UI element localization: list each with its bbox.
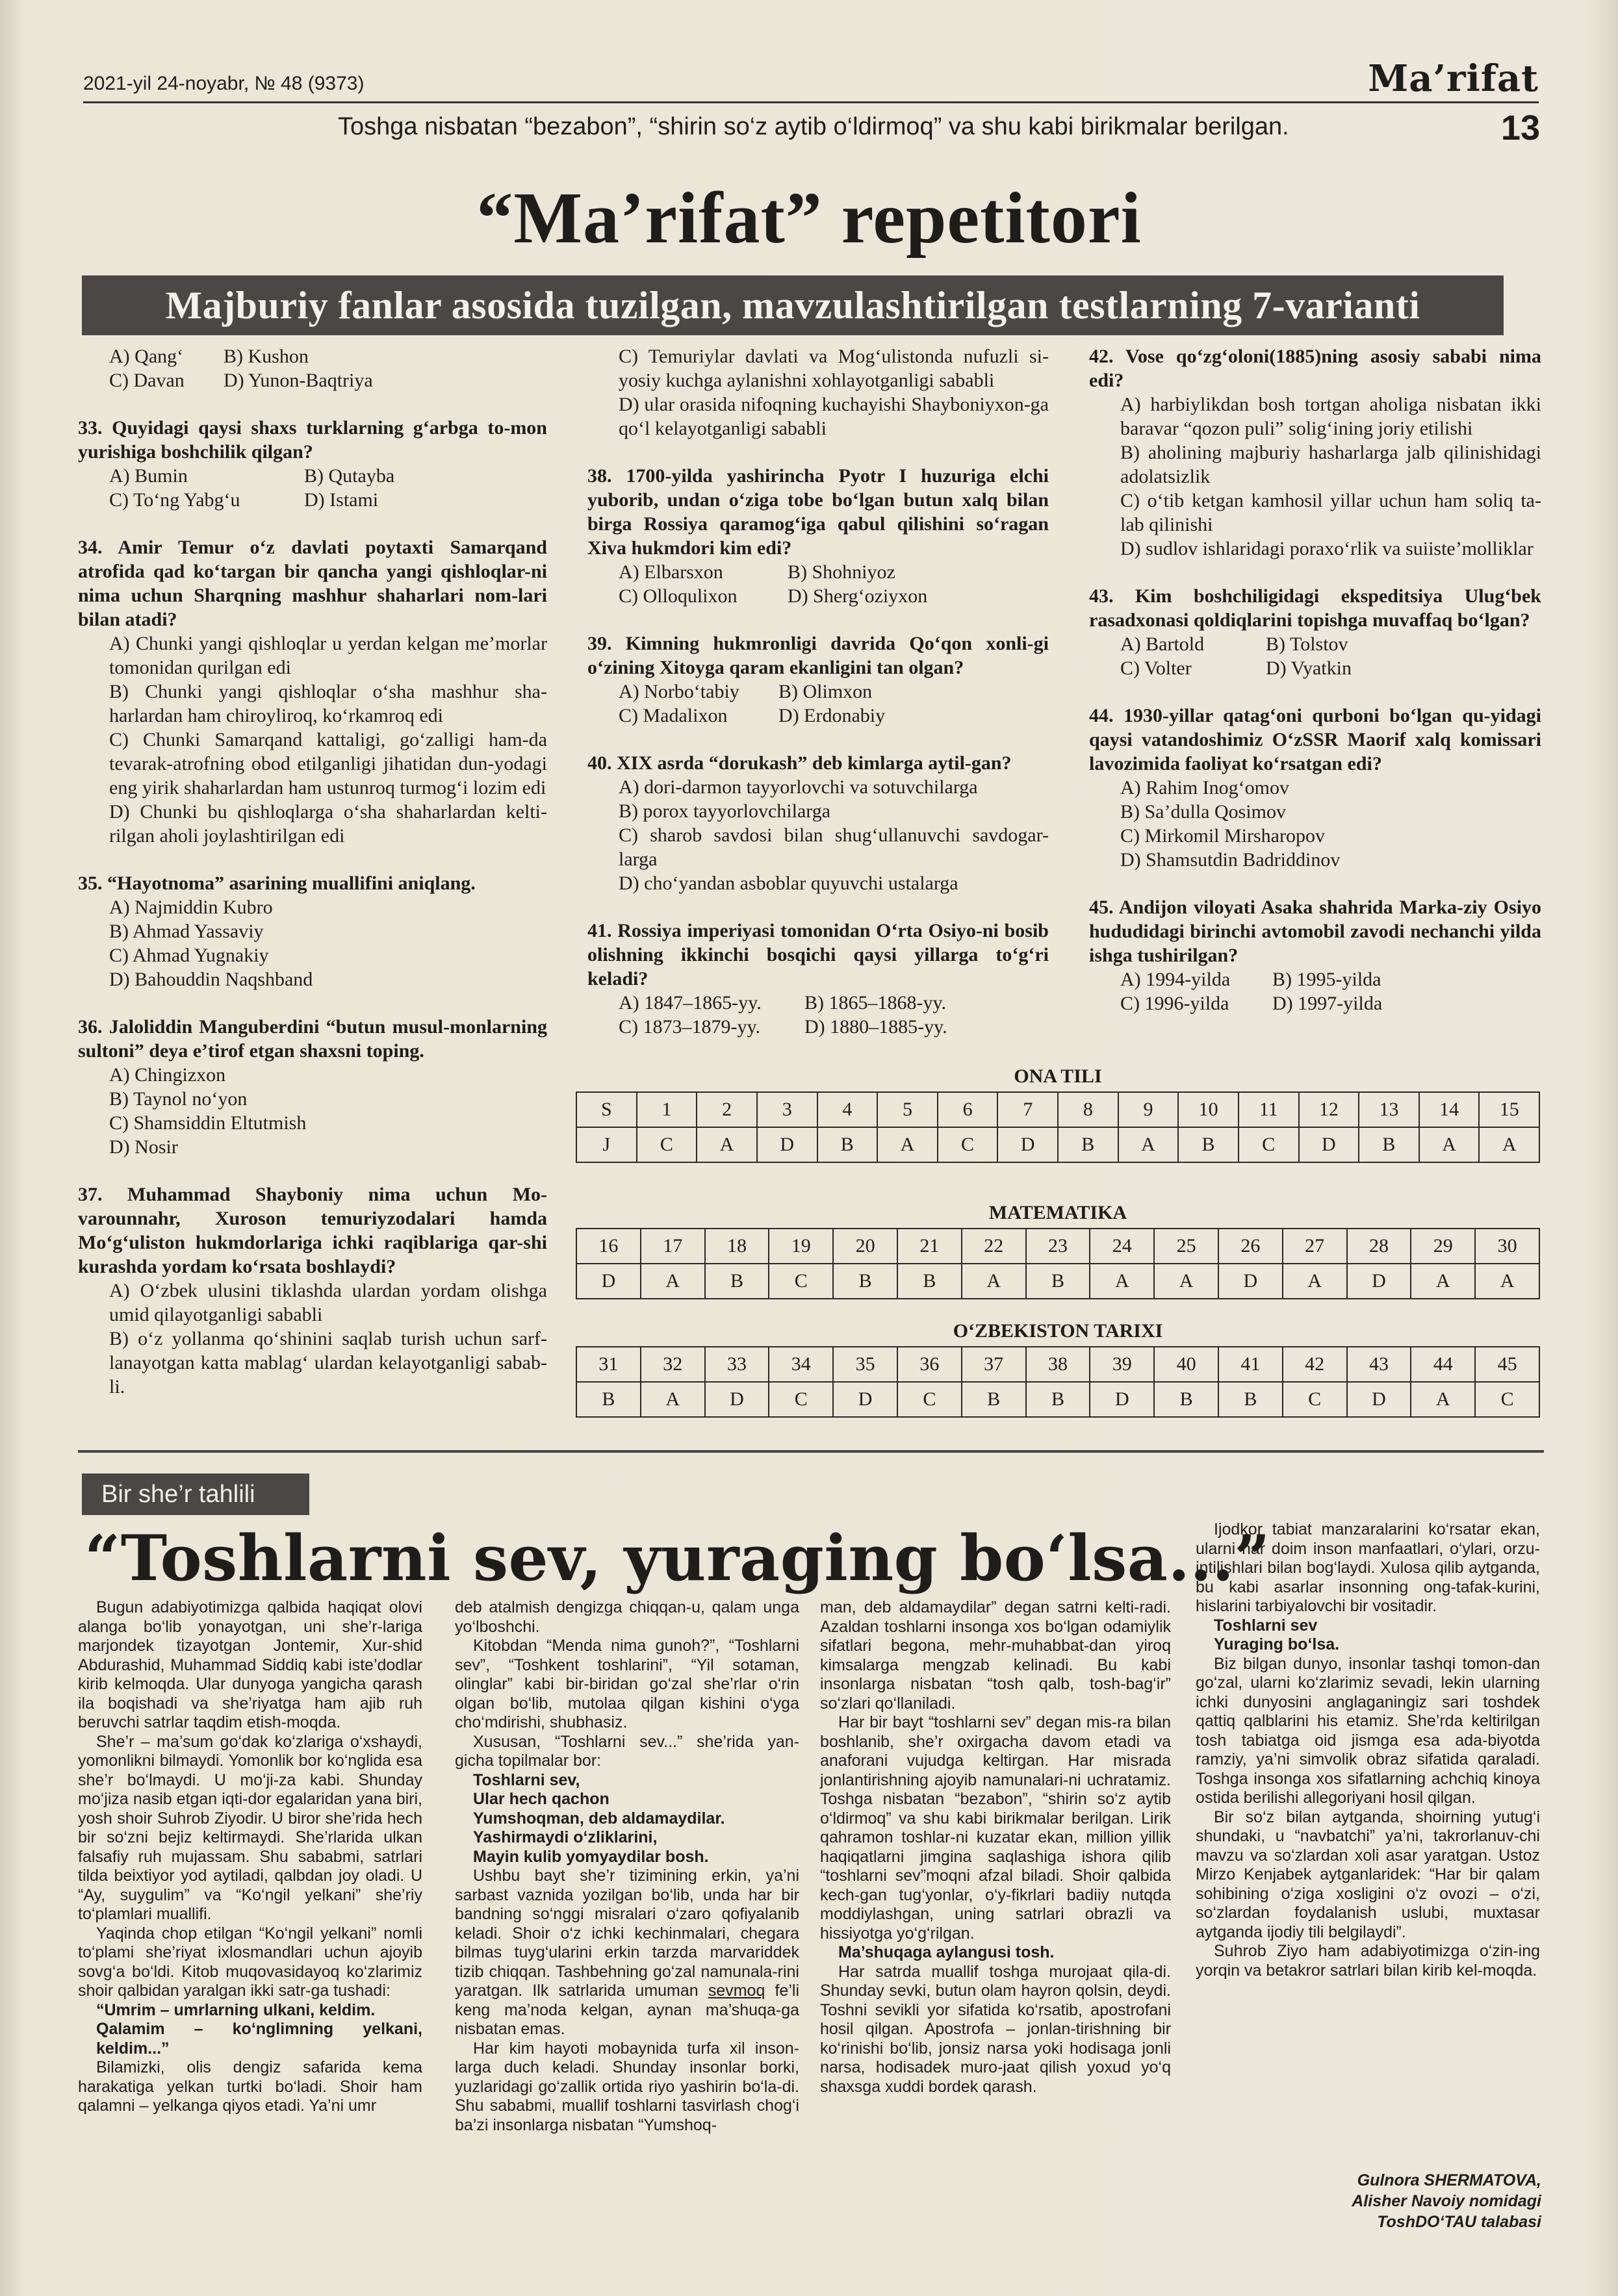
option: D) sudlov ishlaridagi poraxo‘rlik va suiiste’molliklar [1120, 538, 1534, 559]
answer-number-cell: 34 [769, 1347, 833, 1382]
paragraph: Ijodkor tabiat manzaralarini ko‘rsatar ekan, ularni har doim inson manfaatlari, o‘ylari, orzu-intilishlari bilan bog‘laydi. Xulosa qilib aytganda, bu kabi asarlar insonning ong-tafak-kurini, hislarini tarbiyalovchi bir vositadir. [1196, 1520, 1540, 1615]
question-35 [78, 871, 547, 991]
question-45 [1089, 895, 1541, 1015]
option: B) 1865–1868-yy. [804, 992, 947, 1014]
answer-letter-cell: C [769, 1264, 833, 1299]
option: B) 1995-yilda [1272, 969, 1381, 990]
answer-number-cell: 31 [576, 1347, 641, 1382]
option: B) Taynol no‘yon [109, 1088, 248, 1110]
answer-letter-cell: A [1419, 1127, 1480, 1162]
paragraph: Har bir bayt “toshlarni sev” degan mis-ra bilan boshlanib, she’r oxirgacha davom etadi va anaforani vujudga keltirgan. Har misrada jonlantirishning ajoyib namunalari-ni uchratamiz. Toshga nisbatan “bezabon”, “shirin so‘z aytib o‘ldirmoq” va shu kabi birikmalar berilgan. Lirik qahramon toshlar-ni kuzatar ekan, million yillik haqiqatlarni jimgina saqlashiga ishora qilib “toshlarni sev”moqni afzal biladi. Shoir qalbida kech-gan tug‘yonlar, o‘y-fikrlari badiiy nutqda moddiylashgan, uning satrlari obrazli va hissiyotga yo‘g‘rilgan. [820, 1713, 1171, 1943]
answer-number-cell: 26 [1218, 1229, 1283, 1264]
answer-number-cell: 2 [697, 1092, 757, 1127]
answer-number-cell: 9 [1118, 1092, 1179, 1127]
answer-letter-cell: C [938, 1127, 998, 1162]
answer-letter-cell: B [1058, 1127, 1118, 1162]
question-text: 43. Kim boshchiligidagi ekspeditsiya Ulug‘bek rasadxonasi qoldiqlarini topishga muvaffaq bo‘lgan? [1089, 585, 1541, 631]
article-rubric: Bir she’r tahlili [82, 1473, 309, 1515]
answer-letter-cell: B [705, 1264, 769, 1299]
paragraph: Bir so‘z bilan aytganda, shoirning yutug‘i shundaki, u “navbatchi” ya’ni, takrorlanuv-chi mavzu va so‘zlardan xoli asar yaratgan. Ustoz Mirzo Kenjabek aytganlaridek: “Har bir qalam sohibining o‘ziga xosligini o‘z ovozi – o‘zi, so‘zlardan foydalanish uslubi, muxtasar aytganda ijodiy tili belgilaydi”. [1196, 1807, 1540, 1941]
option: D) Nosir [109, 1136, 178, 1158]
answer-numbers-row [576, 1092, 1539, 1127]
option: B) Shohniyoz [788, 561, 895, 583]
answer-letter-cell: D [1347, 1382, 1411, 1417]
paragraph: deb atalmish dengizga chiqqan-u, qalam unga yo‘lboshchi. [455, 1598, 799, 1636]
verse-line: Ular hech qachon [473, 1790, 610, 1808]
answer-letter-cell: A [877, 1127, 938, 1162]
answer-letter-cell: A [1154, 1264, 1218, 1299]
article-column-4 [1196, 1520, 1540, 1980]
answer-number-cell: 10 [1178, 1092, 1239, 1127]
option: B) porox tayyorlovchilarga [619, 800, 831, 822]
answer-letter-cell: A [1118, 1127, 1179, 1162]
option: A) Chingizxon [109, 1064, 226, 1086]
answer-number-cell: 7 [997, 1092, 1058, 1127]
answer-number-cell: S [576, 1092, 637, 1127]
question-37-continued [587, 344, 1049, 440]
answer-number-cell: 12 [1299, 1092, 1359, 1127]
answer-numbers-row [576, 1347, 1539, 1382]
answer-number-cell: 23 [1026, 1229, 1090, 1264]
answer-number-cell: 21 [897, 1229, 962, 1264]
answer-number-cell: 42 [1283, 1347, 1347, 1382]
option: C) Volter [1120, 657, 1192, 679]
answer-number-cell: 15 [1479, 1092, 1539, 1127]
answer-number-cell: 24 [1090, 1229, 1154, 1264]
answer-number-cell: 14 [1419, 1092, 1480, 1127]
option: D) Sherg‘oziyxon [788, 585, 928, 607]
option: C) 1996-yilda [1120, 993, 1229, 1014]
section-divider [78, 1450, 1544, 1453]
answer-letter-cell: B [962, 1382, 1026, 1417]
paragraph: Yaqinda chop etilgan “Ko‘ngil yelkani” nomli to‘plami she’riyat ixlosmandlari uchun ajoyib sovg‘a bo‘ldi. Kitob muqovasidayoq ko‘zlarimiz shoir qalbidan yaralgan ikki satr-ga tushadi: [78, 1924, 422, 2000]
answer-letter-cell: C [1475, 1382, 1539, 1417]
answer-letter-cell: A [1283, 1264, 1347, 1299]
answer-letter-cell: D [997, 1127, 1058, 1162]
answer-number-cell: 20 [833, 1229, 897, 1264]
underlined-word: sevmoq [708, 1982, 765, 2000]
paragraph: Har satrda muallif toshga murojaat qila-di. Shunday sevki, butun olam hayron qolsin, deydi. Toshni sevikli yor sifatida ko‘rsatib, apostrofani hosil qilgan. Apostrofa – jonlan-tirishning bir ko‘rinishi bo‘lib, jonsiz narsa yoki hodisaga jonli narsa, hodisadek muro-jaat qilish yoxud yo‘q shaxsga xuddi bordek qarash. [820, 1962, 1171, 2096]
author-name: Gulnora SHERMATOVA, [1357, 2171, 1541, 2189]
answer-letter-cell: C [1239, 1127, 1299, 1162]
answer-number-cell: 4 [817, 1092, 878, 1127]
option: D) Erdonabiy [778, 705, 886, 726]
option: D) cho‘yandan asboblar quyuvchi ustalarga [619, 873, 958, 894]
question-text: 45. Andijon viloyati Asaka shahrida Marka-ziy Osiyo hududidagi birinchi avtomobil zavodi nechanchi yilda ishga tushirilgan? [1089, 897, 1541, 966]
answer-number-cell: 44 [1411, 1347, 1475, 1382]
answer-number-cell: 37 [962, 1347, 1026, 1382]
question-42 [1089, 344, 1541, 561]
answer-letter-cell: D [1299, 1127, 1359, 1162]
answer-number-cell: 45 [1475, 1347, 1539, 1382]
answer-letter-cell: C [1283, 1382, 1347, 1417]
option: D) Shamsutdin Badriddinov [1120, 849, 1341, 871]
header-tagline: Toshga nisbatan “bezabon”, “shirin so‘z aytib o‘ldirmoq” va shu kabi birikmalar berilgan. [338, 113, 1289, 140]
option: C) Chunki Samarqand kattaligi, go‘zalligi ham-da tevarak-atrofning obod etilganligi jihatidan dun-yodagi eng yirik shaharlardan ham ustunroq turmog‘i lozim edi [109, 729, 547, 798]
option: A) 1847–1865-yy. [619, 992, 762, 1014]
answer-letter-cell: B [817, 1127, 878, 1162]
answer-number-cell: 32 [641, 1347, 705, 1382]
question-text: 36. Jaloliddin Manguberdini “butun musul-monlarning sultoni” deya e’tirof etgan shaxsni toping. [78, 1016, 547, 1062]
question-39 [587, 631, 1049, 728]
answer-number-cell: 27 [1283, 1229, 1347, 1264]
option: D) Vyatkin [1266, 657, 1352, 679]
header-divider [83, 101, 1539, 103]
option: B) Kushon [224, 346, 309, 367]
answer-number-cell: 19 [769, 1229, 833, 1264]
answer-number-cell: 41 [1218, 1347, 1283, 1382]
answer-number-cell: 36 [897, 1347, 962, 1382]
verse-line: Yashirmaydi o‘zliklarini, [473, 1828, 658, 1846]
paragraph: She’r – ma’sum go‘dak ko‘zlariga o‘xshaydi, yomonlikni bilmaydi. Yomonlik bor ko‘nglida esa she’r bo‘lmaydi. U mo‘ji-za kabi. Shunday mo‘jiza nasib etgan iqti-dor egalaridan yana biri, yosh shoir Suhrob Ziyodir. U biror she’rida hech bir so‘zni bejiz keltirmaydi. She’rlarida ulkan falsafiy ruh mujassam. Shu sababmi, satrlari tilda beixtiyor yod aytiladi, qalbdan joy oladi. U “Ay, suygulim” va “Ko‘ngil yelkani” she’riy to‘plamlari muallifi. [78, 1732, 422, 1923]
answer-number-cell: 35 [833, 1347, 897, 1382]
question-text: 33. Quyidagi qaysi shaxs turklarning g‘arbga to-mon yurishiga boshchilik qilgan? [78, 417, 547, 463]
paragraph: Kitobdan “Menda nima gunoh?”, “Toshlarni sev”, “Toshkent toshlarini”, “Yil sotaman, olinglar” kabi bir-biridan go‘zal she’rlar o‘rin olgan bo‘lib, mutolaa qilgan kishini o‘yga cho‘mdirishi, shubhasiz. [455, 1637, 799, 1731]
paragraph: man, deb aldamaydilar” degan satrni kelti-radi. Azaldan toshlarni insonga xos bo‘lgan odamiylik sifatlari begona, mehr-muhabbat-dan yiroq kimsalarga mengzab kelinadi. Bu kabi insonlarga nisbatan “tosh qalb, tosh-bag‘ir” so‘zlari qo‘llaniladi. [820, 1598, 1171, 1713]
answer-letter-cell: A [1090, 1264, 1154, 1299]
question-44 [1089, 704, 1541, 872]
answer-letter-cell: B [1218, 1382, 1283, 1417]
text-run: fe’li keng ma’noda kelgan, aynan ma’shuqa-ga nisbatan emas. [455, 1982, 799, 2038]
answer-number-cell: 33 [705, 1347, 769, 1382]
option: A) Bumin [109, 465, 188, 487]
question-34 [78, 535, 547, 848]
question-40 [587, 751, 1049, 895]
answer-letter-cell: A [1479, 1127, 1539, 1162]
paragraph [455, 1867, 799, 2039]
option: A) Bartold [1120, 633, 1205, 655]
answer-table [576, 1091, 1540, 1163]
option: B) Tolstov [1266, 633, 1348, 655]
option: A) Rahim Inog‘omov [1120, 777, 1289, 798]
option: C) Shamsiddin Eltutmish [109, 1112, 307, 1134]
answer-letter-cell: C [637, 1127, 697, 1162]
option: A) Elbarsxon [619, 561, 723, 583]
option: D) Chunki bu qishloqlarga o‘sha shaharlardan kelti-rilgan aholi joylashtirilgan edi [109, 801, 547, 847]
newspaper-logo: Ma’rifat [1368, 57, 1539, 100]
question-text: 39. Kimning hukmronligi davrida Qo‘qon xonli-gi o‘zining Xitoyga qaram ekanligini tan olgan? [587, 633, 1049, 678]
text-run: Ushbu bayt she’r tizimining erkin, ya’ni sarbast vaznida yozilgan bo‘lib, unda har bir bandning so‘nggi misralari o‘zaro qofiyalanib keladi. Shoir o‘z ichki kechinmalari, chegara bilmas tuyg‘ularini erkin tarzda marvariddek tizib chiqqan. Tashbehning go‘zal namunala-rini yaratgan. Ilk satrlarida umuman [455, 1867, 799, 2000]
article-title: “Toshlarni sev, yuraging bo‘lsa...” [84, 1522, 1270, 1595]
answer-table [576, 1346, 1540, 1418]
answer-letter-cell: D [1090, 1382, 1154, 1417]
author-affiliation: ToshDO‘TAU talabasi [1377, 2213, 1541, 2231]
article-column-1 [78, 1598, 422, 2116]
page-number: 13 [1500, 108, 1540, 147]
answer-number-cell: 5 [877, 1092, 938, 1127]
answer-letter-cell: A [641, 1382, 705, 1417]
question-text: 41. Rossiya imperiyasi tomonidan O‘rta Osiyo-ni bosib olishning ikkinchi bosqichi qaysi yillarga to‘g‘ri keladi? [587, 920, 1049, 989]
option: D) 1997-yilda [1272, 993, 1383, 1014]
answer-letter-cell: D [833, 1382, 897, 1417]
verse-line: Yumshoqman, deb aldamaydilar. [473, 1809, 725, 1828]
option: C) Madalixon [619, 705, 728, 726]
answer-letters-row [576, 1382, 1539, 1417]
answer-letter-cell: A [697, 1127, 757, 1162]
test-column-3 [1089, 344, 1541, 1015]
option: C) 1873–1879-yy. [619, 1016, 761, 1038]
option: B) Ahmad Yassaviy [109, 921, 264, 942]
answer-letter-cell: D [1218, 1264, 1283, 1299]
answer-letter-cell: A [962, 1264, 1026, 1299]
option: B) aholining majburiy hasharlarga jalb qilinishidagi adolatsizlik [1120, 442, 1541, 487]
question-33 [78, 416, 547, 512]
answers-title: ONA TILI [1014, 1065, 1102, 1087]
paragraph: Har kim hayoti mobaynida turfa xil inson-larga duch keladi. Shunday insonlar borki, yuzlaridagi go‘zallik ortida riyo yashirin bo‘la-di. Shu sababmi, muallif toshlarni tasvirlash chog‘i ba’zi insonlarga nisbatan “Yumshoq- [455, 2039, 799, 2134]
section-title: “Ma’rifat” repetitori [476, 178, 1142, 259]
paragraph: Biz bilgan dunyo, insonlar tashqi tomon-dan go‘zal, ularni ko‘zlarimiz sevadi, lekin ularning ichki dunyosini anglaganingiz sari toshdek qattiq qalblarini his etamiz. She’rda keltirilgan tosh tabiatga oid jismga esa ada-biyotda ramziy, ya’ni simvolik obraz sifatida qaraladi. Toshga insonga xos sifatlarning achchiq kinoya ostida berilishi allegoriyani hosil qilgan. [1196, 1654, 1540, 1807]
answer-number-cell: 1 [637, 1092, 697, 1127]
answer-letter-cell: B [576, 1382, 641, 1417]
option: C) Mirkomil Mirsharopov [1120, 825, 1325, 847]
question-text: 44. 1930-yillar qatag‘oni qurboni bo‘lgan qu-yidagi qaysi vatandoshimiz O‘zSSR Maorif xalq komissari lavozimida faoliyat ko‘rsatgan edi? [1089, 705, 1541, 774]
answer-letter-cell: B [1026, 1264, 1090, 1299]
answers-ona-tili [576, 1065, 1540, 1163]
question-text: 35. “Hayotnoma” asarining muallifini aniqlang. [78, 873, 476, 894]
answer-number-cell: 29 [1411, 1229, 1475, 1264]
answers-title: MATEMATIKA [988, 1202, 1127, 1223]
option: A) harbiylikdan bosh tortgan aholiga nisbatan ikki baravar “qozon puli” solig‘ining joriy etilishi [1120, 394, 1541, 439]
question-text: 40. XIX asrda “dorukash” deb kimlarga aytil-gan? [587, 752, 1012, 774]
option: D) Yunon-Baqtriya [224, 370, 373, 391]
answer-number-cell: 17 [641, 1229, 705, 1264]
option: D) Istami [304, 489, 379, 511]
answer-table [576, 1228, 1540, 1299]
answer-number-cell: 25 [1154, 1229, 1218, 1264]
author-signature [1177, 2170, 1541, 2232]
answers-tarix [576, 1320, 1540, 1418]
answer-number-cell: 22 [962, 1229, 1026, 1264]
answers-matematika [576, 1202, 1540, 1299]
answer-letter-cell: C [769, 1382, 833, 1417]
question-38 [587, 464, 1049, 608]
paragraph: Suhrob Ziyo ham adabiyotimizga o‘zin-ing yorqin va betakror satrlari bilan kirib kel-moqda. [1196, 1942, 1540, 1980]
answer-number-cell: 39 [1090, 1347, 1154, 1382]
answer-letter-cell: D [576, 1264, 641, 1299]
option: B) Chunki yangi qishloqlar o‘sha mashhur sha-harlardan ham chiroyliroq, ko‘rkamroq edi [109, 681, 547, 726]
answer-number-cell: 3 [757, 1092, 817, 1127]
question-43 [1089, 584, 1541, 680]
issue-date: 2021-yil 24-noyabr, № 48 (9373) [83, 73, 365, 94]
verse-line: “Umrim – umrlarning ulkani, keldim. [96, 2000, 376, 2019]
paragraph: Bilamizki, olis dengiz safarida kema harakatiga yelkan turtki bo‘ladi. Shoir ham qalamni – yelkanga qiyos etadi. Ya’ni umr [78, 2058, 422, 2115]
answer-letter-cell: D [705, 1382, 769, 1417]
question-32-tail [78, 344, 547, 392]
answer-number-cell: 16 [576, 1229, 641, 1264]
verse-line: Yuraging bo‘lsa. [1214, 1635, 1340, 1653]
answer-number-cell: 43 [1347, 1347, 1411, 1382]
answer-letters-row [576, 1127, 1539, 1162]
answer-letter-cell: B [833, 1264, 897, 1299]
answer-letter-cell: B [1178, 1127, 1239, 1162]
option: D) Bahouddin Naqshband [109, 969, 313, 990]
option: D) 1880–1885-yy. [804, 1016, 947, 1038]
option: A) O‘zbek ulusini tiklashda ulardan yordam olishga umid qilayotganligi sababli [109, 1280, 547, 1325]
answer-letter-cell: D [1347, 1264, 1411, 1299]
answer-number-cell: 8 [1058, 1092, 1118, 1127]
option: A) Chunki yangi qishloqlar u yerdan kelgan me’morlar tomonidan qurilgan edi [109, 633, 547, 678]
answer-letter-cell: B [1359, 1127, 1419, 1162]
option: C) Davan [109, 370, 185, 391]
answer-number-cell: 13 [1359, 1092, 1419, 1127]
question-text: 34. Amir Temur o‘z davlati poytaxti Samarqand atrofida qad ko‘targan bir qancha yangi qishloqlar-ni nima uchun Sharqning mashhur shaharlari nom-lari bilan atadi? [78, 537, 547, 630]
answer-letter-cell: C [897, 1382, 962, 1417]
question-text: 38. 1700-yilda yashirincha Pyotr I huzuriga elchi yuborib, undan o‘ziga tobe bo‘lgan butun xalq bilan birga Rossiya qaramog‘iga qabul qilishini so‘ragan Xiva hukmdori kim edi? [587, 465, 1049, 559]
answer-letter-cell: J [576, 1127, 637, 1162]
answer-number-cell: 28 [1347, 1229, 1411, 1264]
option: A) Norbo‘tabiy [619, 681, 739, 702]
option: A) Qang‘ [109, 346, 184, 367]
answer-number-cell: 6 [938, 1092, 998, 1127]
test-column-2 [587, 344, 1049, 1039]
option: B) Qutayba [304, 465, 395, 487]
article-column-3 [820, 1598, 1171, 2097]
answer-number-cell: 30 [1475, 1229, 1539, 1264]
subheading: Ma’shuqaga aylangusi tosh. [838, 1943, 1055, 1961]
answer-letter-cell: A [1411, 1382, 1475, 1417]
option: C) sharob savdosi bilan shug‘ullanuvchi savdogar-larga [619, 824, 1049, 870]
author-affiliation: Alisher Navoiy nomidagi [1352, 2192, 1541, 2210]
answer-number-cell: 11 [1239, 1092, 1299, 1127]
option: B) o‘z yollanma qo‘shinini saqlab turish uchun sarf-lanayotgan katta mablag‘ ulardan kelayotganligi sabab-li. [109, 1328, 547, 1397]
question-41 [587, 919, 1049, 1039]
option: A) Najmiddin Kubro [109, 897, 273, 918]
answer-letter-cell: B [1154, 1382, 1218, 1417]
verse-line: Toshlarni sev [1214, 1616, 1318, 1635]
question-37 [78, 1182, 547, 1399]
answer-letter-cell: A [1475, 1264, 1539, 1299]
answer-letter-cell: B [1026, 1382, 1090, 1417]
option: A) dori-darmon tayyorlovchi va sotuvchilarga [619, 776, 978, 798]
option: B) Sa’dulla Qosimov [1120, 801, 1286, 823]
answer-number-cell: 38 [1026, 1347, 1090, 1382]
option: D) ular orasida nifoqning kuchayishi Shayboniyxon-ga qo‘l kelayotganligi sababli [619, 394, 1049, 439]
verse-line: Toshlarni sev, [473, 1770, 580, 1789]
option: C) o‘tib ketgan kamhosil yillar uchun ham soliq ta-lab qilinishi [1120, 490, 1541, 535]
question-36 [78, 1015, 547, 1159]
option: B) Olimxon [778, 681, 873, 702]
answer-letter-cell: A [641, 1264, 705, 1299]
option: C) Ahmad Yugnakiy [109, 945, 269, 966]
option: C) Olloqulixon [619, 585, 738, 607]
answer-letter-cell: B [897, 1264, 962, 1299]
paragraph: Bugun adabiyotimizga qalbida haqiqat olovi alanga bo‘lib yonayotgan, uni she’r-lariga marjondek tizayotgan Jontemir, Xur-shid Abdurashid, Muhammad Siddiq kabi iste’dodlar kirib kelmoqda. Ular dunyoga yangicha qarash ila boqishadi va she’riyatga ham ajib ruh beruvchi satrlar taqdim etish-moqda. [78, 1598, 422, 1731]
article-column-2 [455, 1598, 799, 2135]
verse-line: Qalamim – ko‘nglimning yelkani, keldim...” [96, 2020, 422, 2058]
answer-number-cell: 40 [1154, 1347, 1218, 1382]
question-text: 37. Muhammad Shayboniy nima uchun Mo-varounnahr, Xuroson temuriyzodalari hamda Mo‘g‘uliston hukmdorlariga ichki raqiblariga qar-shi kurashda yordam ko‘rsata boshlaydi? [78, 1184, 547, 1277]
answer-letters-row [576, 1264, 1539, 1299]
option: C) Temuriylar davlati va Mog‘ulistonda nufuzli si-yosiy kuchga aylanishni xohlayotganligi sababli [619, 346, 1049, 391]
answers-title: O‘ZBEKISTON TARIXI [953, 1320, 1163, 1342]
question-text: 42. Vose qo‘zg‘oloni(1885)ning asosiy sababi nima edi? [1089, 346, 1541, 391]
verse-line: Mayin kulib yomyaydilar bosh. [473, 1847, 709, 1866]
answer-letter-cell: D [757, 1127, 817, 1162]
section-banner: Majburiy fanlar asosida tuzilgan, mavzulashtirilgan testlarning 7-varianti [82, 275, 1504, 335]
test-column-1 [78, 344, 547, 1399]
answer-letter-cell: A [1411, 1264, 1475, 1299]
option: C) To‘ng Yabg‘u [109, 489, 240, 511]
answer-numbers-row [576, 1229, 1539, 1264]
answer-number-cell: 18 [705, 1229, 769, 1264]
option: A) 1994-yilda [1120, 969, 1231, 990]
paragraph: Xususan, “Toshlarni sev...” she’rida yan-gicha topilmalar bor: [455, 1732, 799, 1770]
